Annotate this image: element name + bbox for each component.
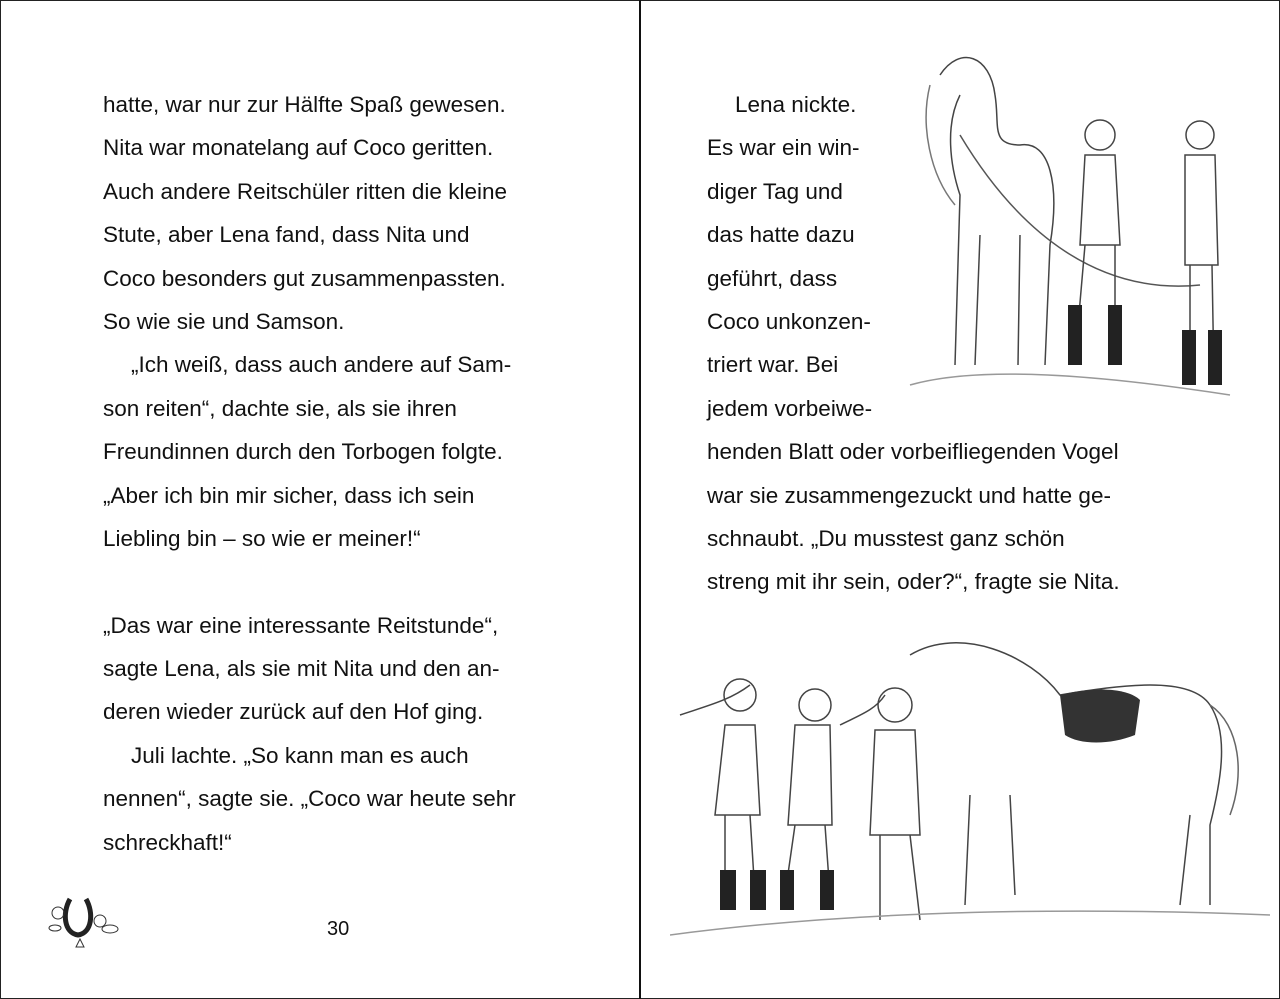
text-line: war sie zusammengezuckt und hatte ge- <box>707 482 1111 508</box>
pony-and-girls-illustration-bottom <box>670 615 1270 945</box>
pony-and-girls-illustration-top <box>900 35 1240 415</box>
text-line: nennen“, sagte sie. „Coco war heute sehr <box>103 786 516 812</box>
left-page-text <box>103 83 516 864</box>
text-line: „Ich weiß, dass auch andere auf Sam- <box>131 352 512 378</box>
text-line: Coco besonders gut zusammenpassten. <box>103 265 506 291</box>
text-line: Freundinnen durch den Torbogen folgte. <box>103 439 503 465</box>
horseshoe-ornament-icon <box>40 893 120 953</box>
text-line: schreckhaft!“ <box>103 829 232 855</box>
text-line: Es war ein win- <box>707 135 860 161</box>
text-line: Liebling bin – so wie er meiner!“ <box>103 525 421 551</box>
blank-line <box>103 560 516 603</box>
text-line: „Aber ich bin mir sicher, dass ich sein <box>103 482 475 508</box>
text-line: streng mit ihr sein, oder?“, fragte sie Nita. <box>707 569 1120 595</box>
text-line: So wie sie und Samson. <box>103 308 345 334</box>
text-line: Juli lachte. „So kann man es auch <box>131 742 469 768</box>
text-line: henden Blatt oder vorbeifliegenden Vogel <box>707 439 1119 465</box>
text-line: das hatte dazu <box>707 222 855 248</box>
text-line: sagte Lena, als sie mit Nita und den an- <box>103 656 500 682</box>
book-gutter <box>639 0 641 999</box>
text-line: triert war. Bei <box>707 352 839 378</box>
text-line: geführt, dass <box>707 265 838 291</box>
text-line: schnaubt. „Du musstest ganz schön <box>707 525 1065 551</box>
text-line: diger Tag und <box>707 178 843 204</box>
text-line: Stute, aber Lena fand, dass Nita und <box>103 222 470 248</box>
text-line: Coco unkonzen- <box>707 308 871 334</box>
text-line: deren wieder zurück auf den Hof ging. <box>103 699 484 725</box>
text-line: „Das war eine interessante Reitstunde“, <box>103 612 499 638</box>
text-line: son reiten“, dachte sie, als sie ihren <box>103 395 457 421</box>
text-line: Auch andere Reitschüler ritten die kleine <box>103 178 507 204</box>
text-line: Lena nickte. <box>735 92 857 117</box>
text-line: Nita war monatelang auf Coco geritten. <box>103 135 494 161</box>
page-number: 30 <box>327 918 350 940</box>
text-line: hatte, war nur zur Hälfte Spaß gewesen. <box>103 92 506 117</box>
text-line: jedem vorbeiwe- <box>707 395 873 421</box>
